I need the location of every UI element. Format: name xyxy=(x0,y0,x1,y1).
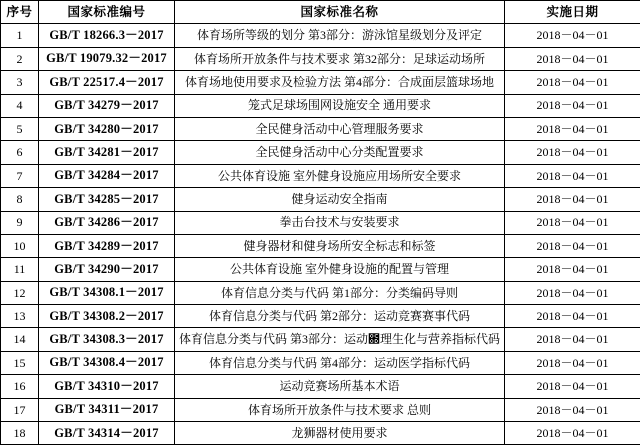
cell-name: 公共体育设施 室外健身设施的配置与管理 xyxy=(175,258,505,281)
cell-date: 2018－04－01 xyxy=(505,305,640,328)
table-row xyxy=(1,141,640,164)
table-header-row xyxy=(1,1,640,24)
cell-seq: 14 xyxy=(1,328,39,351)
cell-name: 健身器材和健身场所安全标志和标签 xyxy=(175,234,505,257)
table-row xyxy=(1,258,640,281)
cell-code: GB/T 34308.3－2017 xyxy=(39,328,175,351)
cell-name: 健身运动安全指南 xyxy=(175,188,505,211)
cell-date: 2018－04－01 xyxy=(505,71,640,94)
cell-code: GB/T 22517.4－2017 xyxy=(39,71,175,94)
cell-date: 2018－04－01 xyxy=(505,258,640,281)
table-row xyxy=(1,422,640,445)
column-header-seq: 序号 xyxy=(1,1,39,24)
table-row xyxy=(1,305,640,328)
cell-seq: 2 xyxy=(1,47,39,70)
column-header-code: 国家标准编号 xyxy=(39,1,175,24)
cell-code: GB/T 34290－2017 xyxy=(39,258,175,281)
cell-code: GB/T 19079.32－2017 xyxy=(39,47,175,70)
cell-date: 2018－04－01 xyxy=(505,188,640,211)
cell-date: 2018－04－01 xyxy=(505,117,640,140)
table-row xyxy=(1,351,640,374)
cell-code: GB/T 34281－2017 xyxy=(39,141,175,164)
table-row xyxy=(1,375,640,398)
cell-name: 体育场所开放条件与技术要求 第32部分：足球运动场所 xyxy=(175,47,505,70)
cell-seq: 13 xyxy=(1,305,39,328)
cell-date: 2018－04－01 xyxy=(505,351,640,374)
cell-name: 体育场所等级的划分 第3部分：游泳馆星级划分及评定 xyxy=(175,24,505,47)
table-row xyxy=(1,24,640,47)
cell-code: GB/T 34279－2017 xyxy=(39,94,175,117)
table-row xyxy=(1,398,640,421)
cell-name: 体育信息分类与代码 第2部分：运动竞赛赛事代码 xyxy=(175,305,505,328)
table-row xyxy=(1,47,640,70)
cell-code: GB/T 34311－2017 xyxy=(39,398,175,421)
cell-name: 龙狮器材使用要求 xyxy=(175,422,505,445)
table-row xyxy=(1,234,640,257)
cell-name: 体育信息分类与代码 第3部分：运动఍理生化与营养指标代码 xyxy=(175,328,505,351)
cell-seq: 7 xyxy=(1,164,39,187)
table-row xyxy=(1,281,640,304)
cell-seq: 6 xyxy=(1,141,39,164)
table-row xyxy=(1,188,640,211)
cell-seq: 5 xyxy=(1,117,39,140)
cell-date: 2018－04－01 xyxy=(505,375,640,398)
table-body xyxy=(1,24,640,445)
cell-seq: 8 xyxy=(1,188,39,211)
cell-seq: 10 xyxy=(1,234,39,257)
cell-seq: 15 xyxy=(1,351,39,374)
cell-code: GB/T 18266.3－2017 xyxy=(39,24,175,47)
cell-date: 2018－04－01 xyxy=(505,398,640,421)
column-header-date: 实施日期 xyxy=(505,1,640,24)
cell-seq: 18 xyxy=(1,422,39,445)
cell-name: 体育场地使用要求及检验方法 第4部分：合成面层篮球场地 xyxy=(175,71,505,94)
cell-code: GB/T 34310－2017 xyxy=(39,375,175,398)
cell-code: GB/T 34284－2017 xyxy=(39,164,175,187)
cell-date: 2018－04－01 xyxy=(505,94,640,117)
cell-code: GB/T 34308.1－2017 xyxy=(39,281,175,304)
cell-date: 2018－04－01 xyxy=(505,328,640,351)
table-row xyxy=(1,164,640,187)
cell-seq: 9 xyxy=(1,211,39,234)
table-row xyxy=(1,328,640,351)
cell-code: GB/T 34280－2017 xyxy=(39,117,175,140)
cell-seq: 11 xyxy=(1,258,39,281)
cell-name: 全民健身活动中心管理服务要求 xyxy=(175,117,505,140)
cell-code: GB/T 34289－2017 xyxy=(39,234,175,257)
cell-seq: 17 xyxy=(1,398,39,421)
cell-name: 笼式足球场围网设施安全 通用要求 xyxy=(175,94,505,117)
cell-date: 2018－04－01 xyxy=(505,141,640,164)
cell-date: 2018－04－01 xyxy=(505,47,640,70)
cell-name: 体育信息分类与代码 第1部分：分类编码导则 xyxy=(175,281,505,304)
table-row xyxy=(1,211,640,234)
cell-code: GB/T 34308.4－2017 xyxy=(39,351,175,374)
cell-code: GB/T 34314－2017 xyxy=(39,422,175,445)
cell-date: 2018－04－01 xyxy=(505,211,640,234)
cell-code: GB/T 34285－2017 xyxy=(39,188,175,211)
cell-seq: 4 xyxy=(1,94,39,117)
cell-name: 体育场所开放条件与技术要求 总则 xyxy=(175,398,505,421)
cell-code: GB/T 34308.2－2017 xyxy=(39,305,175,328)
cell-seq: 1 xyxy=(1,24,39,47)
cell-seq: 16 xyxy=(1,375,39,398)
cell-name: 拳击台技术与安装要求 xyxy=(175,211,505,234)
table-header xyxy=(1,1,640,24)
cell-date: 2018－04－01 xyxy=(505,422,640,445)
cell-name: 全民健身活动中心分类配置要求 xyxy=(175,141,505,164)
cell-name: 公共体育设施 室外健身设施应用场所安全要求 xyxy=(175,164,505,187)
cell-seq: 3 xyxy=(1,71,39,94)
cell-date: 2018－04－01 xyxy=(505,234,640,257)
table-row xyxy=(1,94,640,117)
cell-name: 运动竞赛场所基本术语 xyxy=(175,375,505,398)
cell-date: 2018－04－01 xyxy=(505,164,640,187)
column-header-name: 国家标准名称 xyxy=(175,1,505,24)
table-row xyxy=(1,117,640,140)
cell-seq: 12 xyxy=(1,281,39,304)
cell-code: GB/T 34286－2017 xyxy=(39,211,175,234)
cell-name: 体育信息分类与代码 第4部分：运动医学指标代码 xyxy=(175,351,505,374)
cell-date: 2018－04－01 xyxy=(505,24,640,47)
cell-date: 2018－04－01 xyxy=(505,281,640,304)
table-row xyxy=(1,71,640,94)
